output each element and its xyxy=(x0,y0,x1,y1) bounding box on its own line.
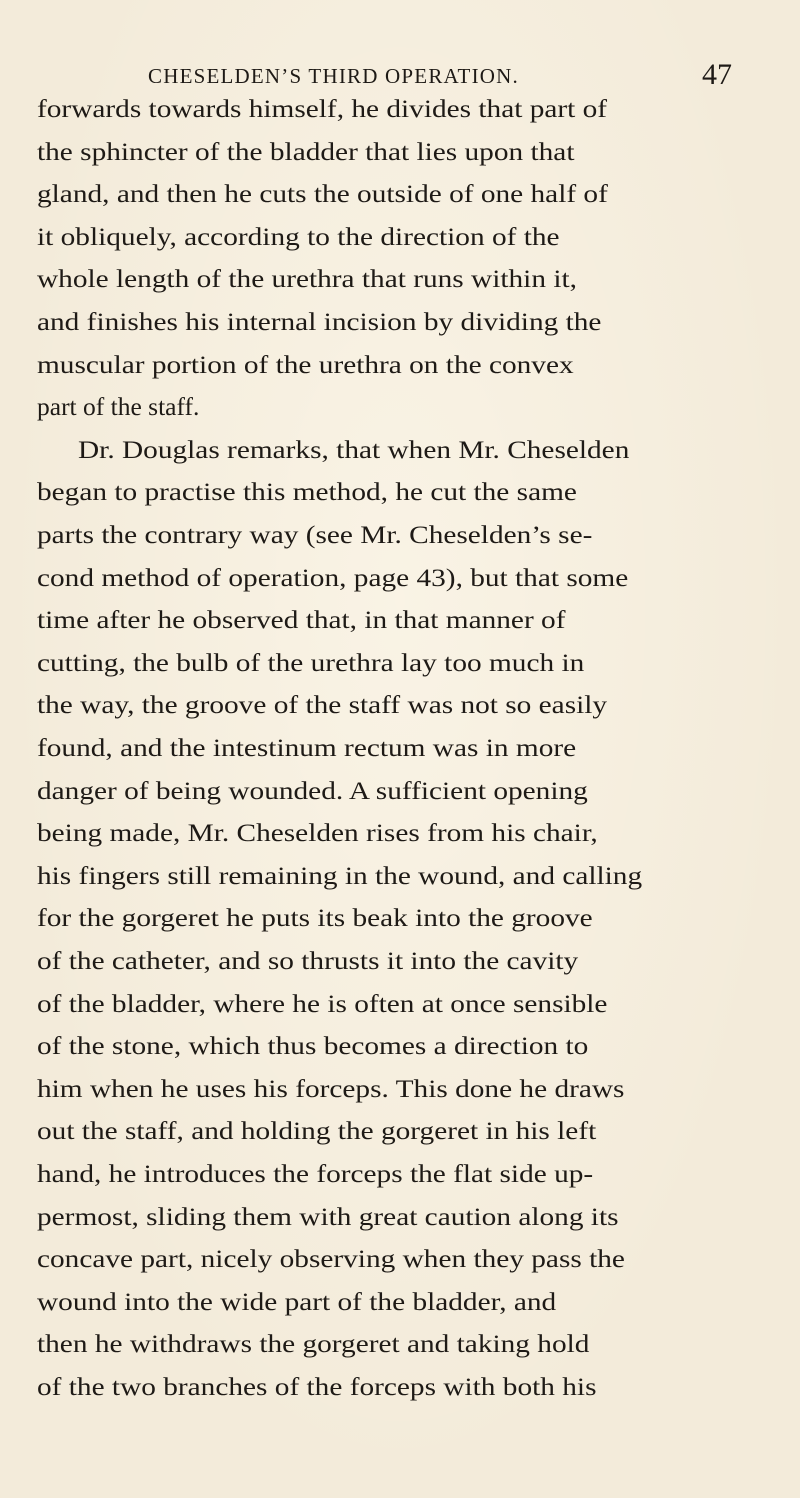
text-line: time after he observed that, in that manner of xyxy=(37,605,566,635)
text-line: danger of being wounded. A sufficient opening xyxy=(37,775,588,805)
text-line: cond method of operation, page 43), but that some xyxy=(37,562,629,592)
page-number: 47 xyxy=(702,58,732,91)
text-line: concave part, nicely observing when they pass the xyxy=(37,1244,625,1274)
text-line: began to practise this method, he cut the same xyxy=(37,477,577,507)
text-line: out the staff, and holding the gorgeret in his left xyxy=(37,1116,597,1146)
text-line: of the stone, which thus becomes a direction to xyxy=(37,1031,589,1061)
text-line: him when he uses his forceps. This done he draws xyxy=(37,1073,625,1103)
text-line: part of the staff. xyxy=(37,392,200,422)
text-line: parts the contrary way (see Mr. Cheselden’s se- xyxy=(37,520,593,549)
text-line: whole length of the urethra that runs within it, xyxy=(37,264,577,294)
running-title: CHESELDEN’S THIRD OPERATION. xyxy=(148,64,519,88)
text-line: Dr. Douglas remarks, that when Mr. Cheselden xyxy=(78,434,630,464)
text-line: permost, sliding them with great caution along its xyxy=(37,1201,619,1231)
text-line: it obliquely, according to the direction of the xyxy=(37,221,560,251)
text-line: cutting, the bulb of the urethra lay too much in xyxy=(37,647,585,677)
text-line: hand, he introduces the forceps the flat side up- xyxy=(37,1159,594,1188)
text-line: and finishes his internal incision by dividing the xyxy=(37,307,602,336)
text-line: found, and the intestinum rectum was in more xyxy=(37,733,577,762)
text-line: then he withdraws the gorgeret and taking hold xyxy=(37,1329,590,1359)
text-line: muscular portion of the urethra on the convex xyxy=(37,349,574,379)
text-line: the way, the groove of the staff was not so easily xyxy=(37,690,608,720)
text-line: of the two branches of the forceps with both his xyxy=(37,1372,597,1401)
text-line: being made, Mr. Cheselden rises from his chair, xyxy=(37,818,598,848)
text-line: of the catheter, and so thrusts it into the cavity xyxy=(37,946,579,975)
text-line: wound into the wide part of the bladder, and xyxy=(37,1286,557,1316)
text-line: his fingers still remaining in the wound, and calling xyxy=(37,860,643,890)
text-line: for the gorgeret he puts its beak into the groove xyxy=(37,903,593,933)
text-line: the sphincter of the bladder that lies upon that xyxy=(37,136,575,166)
text-line: gland, and then he cuts the outside of one half of xyxy=(37,179,608,209)
text-line: of the bladder, where he is often at once sensible xyxy=(37,988,608,1018)
text-line: forwards towards himself, he divides that part of xyxy=(37,94,608,123)
